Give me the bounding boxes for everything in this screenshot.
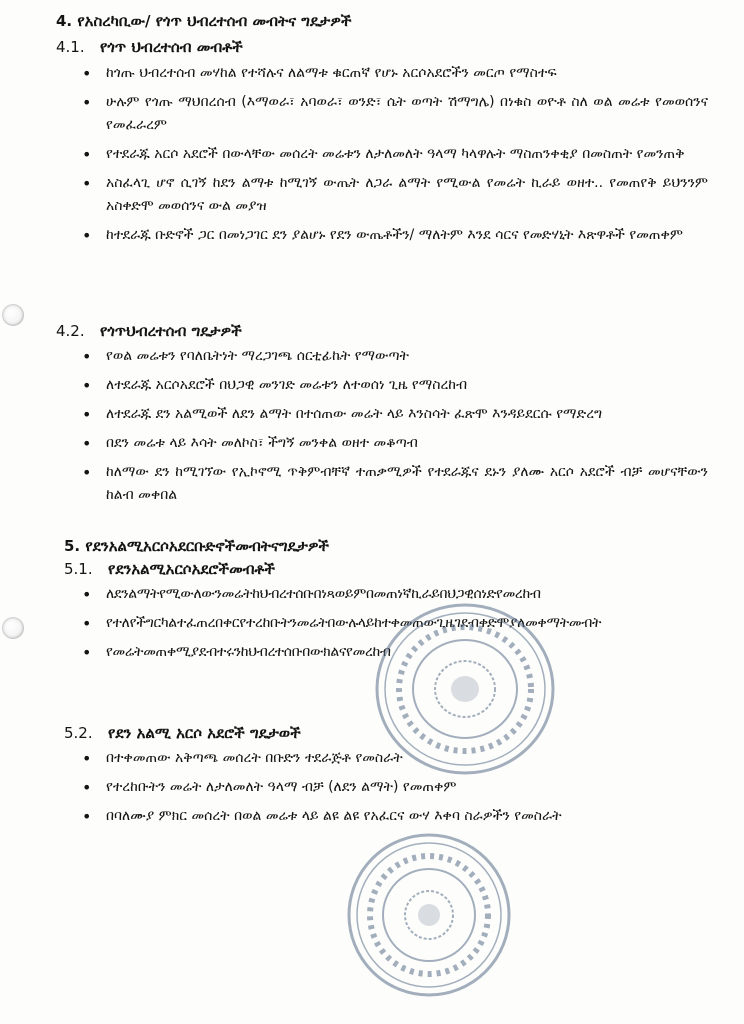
list-4-2	[78, 345, 708, 513]
list-item: • ሁሉም የጎጡ ማህበረሰብ (እማወራ፣ አባወራ፣ ወንድ፣ ሴት ወጣት ሽማግሌ) በነቁስ ወዮቶ ስለ ወል መሬቱ የመወሰንና የመፈራረም	[78, 91, 708, 137]
official-stamp-seal	[344, 830, 514, 1000]
subsection-heading: የደንአልሚአርሶአደሮችመብቶች	[108, 560, 275, 578]
list-item: • ከጎጡ ህብረተሰብ መሃከል የተሻሉና ለልማቱ ቁርጠኛ የሆኑ አርሶአደሮችን መርጦ የማስተፍ	[78, 62, 708, 85]
list-item: • ለደንልማትየሚውለውንመሬትከህብረተሰቡበነጻወይምበመጠነኛኪራይበህጋዊሰነድየመረከብ	[78, 583, 708, 606]
subsection-heading: የደን አልሚ አርሶ አደሮች ግዴታወች	[108, 724, 301, 742]
subsection-number: 5.1.	[64, 560, 93, 578]
subsection-4-2-title	[56, 322, 242, 340]
official-stamp-seal	[372, 600, 558, 778]
subsection-number: 4.2.	[56, 322, 85, 340]
subsection-5-1-title	[64, 560, 275, 578]
subsection-4-1-title	[56, 38, 243, 56]
section-4-title: 4. የአስረካቢው/ የጎጥ ህብረተሰብ መብትና ግዴታዎች	[56, 12, 352, 30]
list-item: • የተረከቡትን መሬት ለታለመለት ዓላማ ብቻ (ለደን ልማት) የመጠቀም	[78, 776, 708, 799]
list-item: • በተቀመጠው አቅጣጫ መሰረት በቡድን ተደራጅቶ የመስራት	[78, 747, 708, 770]
section-5-title: 5. የደንአልሚአርሶአደርቡድኖችመብትናግዴታዎች	[64, 537, 330, 555]
subsection-heading: የጎጥህብረተሰብ ግዴታዎች	[100, 322, 242, 340]
list-item: • ለተደራጁ ደን አልሚወች ለደን ልማት በተሰጠው መሬት ላይ እንስሳት ፈጽሞ እንዳይደርሱ የማድረግ	[78, 403, 708, 426]
list-item: • በደን መሬቱ ላይ እሳት መለኮስ፣ ችግኝ መንቀል ወዘተ መቆጣብ	[78, 432, 708, 455]
subsection-number: 4.1.	[56, 38, 85, 56]
list-item: • የመሬትመጠቀሚያደብተሩንከህብረተሰቡበውክልናየመረከብ	[78, 641, 708, 664]
list-item: • የተለየችግርካልተፈጠረበቀርየተረከቡትንመሬትበውሉላይከተቀመጠውጊዜገደብቀድሞያለመቀማትመብት	[78, 612, 708, 635]
list-item: • የወል መሬቱን የባለቤትነት ማረጋገጫ ሰርቲፊኬት የማውጣት	[78, 345, 708, 368]
list-item: • ከተደራጁ ቡድኖች ጋር በመነጋገር ደን ያልሆኑ የደን ውጤቶችን/ ማለትም እንደ ሳርና የመድሃኒት እጽዋቶች የመጠቀም	[78, 224, 708, 247]
subsection-number: 5.2.	[64, 724, 93, 742]
punch-hole-bottom	[2, 617, 24, 639]
punch-hole-top	[2, 304, 24, 326]
list-item: • ለተደራጁ አርሶአደሮች በህጋዊ መንገድ መሬቱን ለተወሰነ ጊዜ የማስረከብ	[78, 374, 708, 397]
subsection-heading: የጎጥ ህብረተሰብ መብቶች	[100, 38, 243, 56]
list-item: • ከለማው ደን ከሚገኘው የኢኮኖሚ ጥቅምብቸኛ ተጠቃሚዎች የተደራጁና ደኑን ያለሙ አርሶ አደሮች ብቻ መሆናቸውን ከልብ መቀበል	[78, 461, 708, 507]
list-item: • አስፈላጊ ሆኖ ሲገኝ ከደን ልማቱ ከሚገኝ ውጤት ለጋራ ልማት የሚውል የመሬት ኪራይ ወዘተ.. የመጠየቅ ይህንንም አስቀድሞ መወሰንና ውል መያዝ	[78, 172, 708, 218]
list-item: • በባለሙያ ምክር መሰረት በወል መሬቱ ላይ ልዩ ልዩ የአፈርና ውሃ እቀባ ስራዎችን የመስራት	[78, 805, 708, 828]
list-4-1	[78, 62, 708, 253]
list-item: • የተደራጁ አርሶ አደሮች በውላቸው መሰረት መሬቱን ለታለመለት ዓላማ ካላዋሉት ማስጠንቀቂያ በመስጠት የመንጠቅ	[78, 143, 708, 166]
subsection-5-2-title	[64, 724, 301, 742]
